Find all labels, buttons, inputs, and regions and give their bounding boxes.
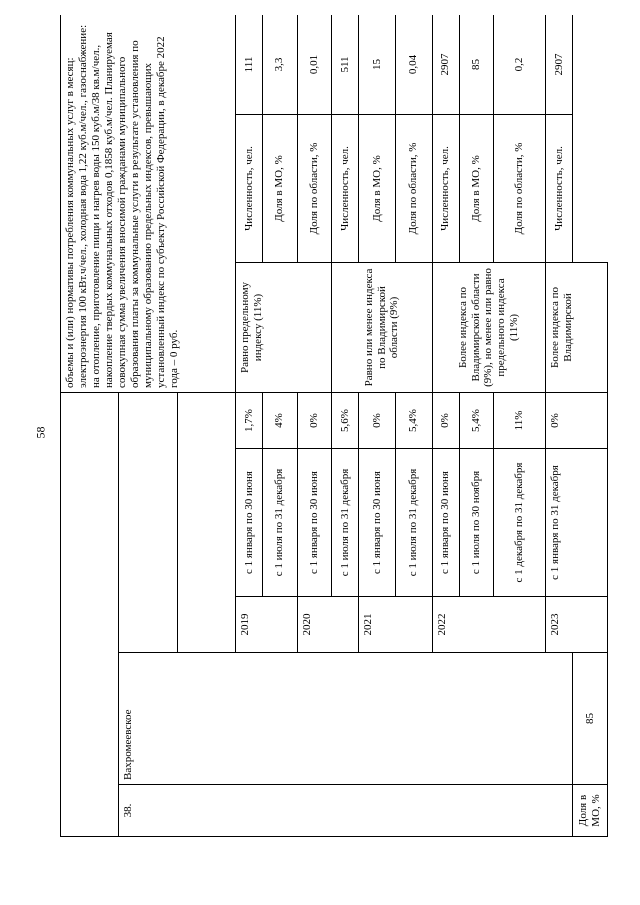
index-cell: 0% [546, 392, 608, 448]
period-cell: с 1 декабря по 31 декабря [494, 449, 546, 597]
year-cell: 2019 [235, 597, 297, 653]
table-viewport [60, 15, 608, 837]
index-cell: 0% [297, 392, 332, 448]
metric-cell: Численность, чел. [432, 114, 459, 262]
metric-cell: Доля в МО, % [359, 114, 396, 262]
group-cell: Равно предельному индексу (11%) [235, 262, 331, 392]
period-cell: с 1 июля по 31 декабря [262, 449, 297, 597]
metric-cell: Доля по области, % [297, 114, 332, 262]
group-cell: Более индекса по Владимирской области (9%), но менее или равно предельного индекса (11%) [432, 262, 545, 392]
blank-top-cell [61, 392, 119, 836]
blank-cell [177, 392, 235, 652]
value-cell: 0,01 [297, 15, 332, 114]
rotated-table-container [60, 15, 608, 837]
group-cell: Более индекса по Владимирской [546, 262, 608, 392]
metric-cell: Доля в МО, % [573, 785, 608, 837]
index-cell: 0% [359, 392, 396, 448]
metric-cell: Численность, чел. [235, 114, 262, 262]
period-cell: с 1 января по 30 июня [235, 449, 262, 597]
index-cell: 11% [494, 392, 546, 448]
index-cell: 5,4% [395, 392, 432, 448]
municipality-name: Вахромеевское [119, 653, 573, 785]
year-cell: 2023 [546, 597, 608, 653]
period-cell: с 1 июля по 30 ноября [459, 449, 494, 597]
period-cell: с 1 июля по 31 декабря [332, 449, 359, 597]
value-cell: 0,04 [395, 15, 432, 114]
value-cell: 15 [359, 15, 396, 114]
period-cell: с 1 июля по 31 декабря [395, 449, 432, 597]
metric-cell: Доля в МО, % [262, 114, 297, 262]
metric-cell: Доля в МО, % [459, 114, 494, 262]
metric-cell: Численность, чел. [332, 114, 359, 262]
metric-cell: Численность, чел. [546, 114, 573, 262]
index-cell: 0% [432, 392, 459, 448]
metric-cell: Доля по области, % [395, 114, 432, 262]
index-cell: 5,4% [459, 392, 494, 448]
group-cell: Равно или менее индекса по Владимирской области (9%) [332, 262, 432, 392]
value-cell: 85 [459, 15, 494, 114]
description-cell: объемы и (или) нормативы потребления коммунальных услуг в месяц: электроэнергия 100 кВт.ч/чел., холодная вода 1,22 куб.м/чел., газоснабжение: на отопление, приготовление пищи и нагрев воды 150 куб.м/38 кв.м/чел., накопление твердых коммунальных отходов 0,1858 куб.м/чел. Планируемая совокупная сумма увеличения вносимой гражданами муниципального образования платы за коммунальные услуги в результате установления по муниципальному образованию предельных индексов, превышающих установленный индекс по субъекту Российской Федерации, в декабре 2022 года – 0 руб. [61, 15, 236, 392]
value-cell: 0,2 [494, 15, 546, 114]
indices-table [60, 15, 608, 837]
value-cell: 2907 [546, 15, 573, 114]
value-cell: 85 [573, 653, 608, 785]
period-cell: с 1 января по 30 июня [359, 449, 396, 597]
year-cell: 2022 [432, 597, 545, 653]
metric-cell: Доля по области, % [494, 114, 546, 262]
index-cell: 4% [262, 392, 297, 448]
page-number: 58 [33, 426, 48, 439]
value-cell: 2907 [432, 15, 459, 114]
value-cell: 3,3 [262, 15, 297, 114]
period-cell: с 1 января по 30 июня [297, 449, 332, 597]
table-row [61, 15, 119, 837]
blank-cell [119, 392, 177, 652]
value-cell: 111 [235, 15, 262, 114]
index-cell: 5,6% [332, 392, 359, 448]
year-cell: 2020 [297, 597, 359, 653]
period-cell: с 1 января по 30 июня [432, 449, 459, 597]
year-cell: 2021 [359, 597, 432, 653]
period-cell: с 1 января по 31 декабря [546, 449, 608, 597]
index-cell: 1,7% [235, 392, 262, 448]
row-number: 38. [119, 785, 573, 837]
value-cell: 511 [332, 15, 359, 114]
